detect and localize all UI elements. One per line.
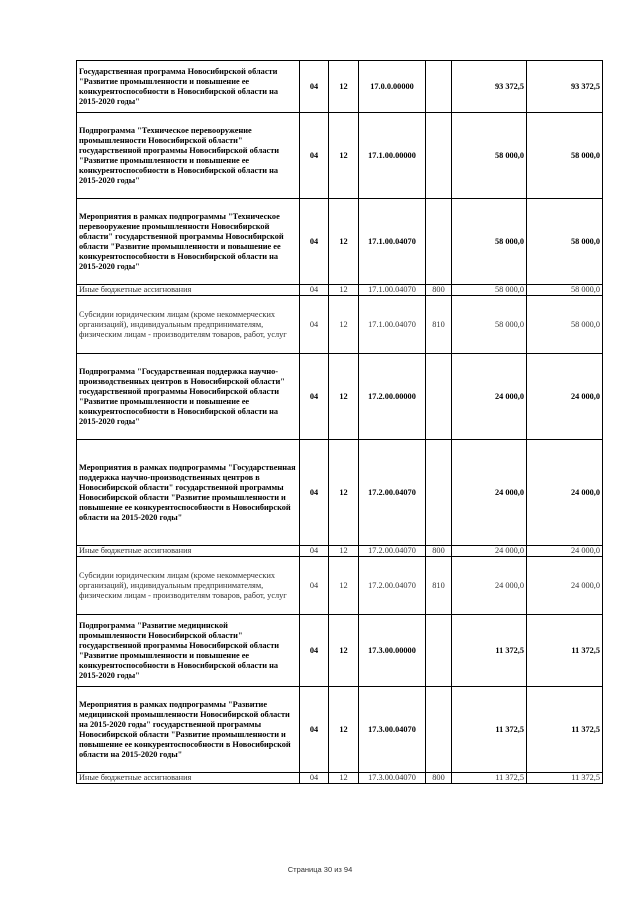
row-name: Субсидии юридическим лицам (кроме некоммерческих организаций), индивидуальным предпринимателям, физическим лицам - производителям товаров, работ, услуг (77, 557, 300, 615)
row-sum-2: 24 000,0 (527, 557, 603, 615)
row-podrazdel: 12 (329, 440, 359, 546)
row-podrazdel: 12 (329, 296, 359, 354)
row-sum-1: 11 372,5 (452, 615, 527, 687)
row-name: Иные бюджетные ассигнования (77, 773, 300, 784)
row-csr: 17.2.00.04070 (359, 546, 426, 557)
row-name: Мероприятия в рамках подпрограммы "Государственная поддержка научно-производственных центров в Новосибирской области" государственной программы Новосибирской области "Развитие промышленности и повышение ее конкурентоспособности в Новосибирской области на 2015-2020 годы" (77, 440, 300, 546)
row-razdel: 04 (300, 285, 329, 296)
row-podrazdel: 12 (329, 773, 359, 784)
row-razdel: 04 (300, 557, 329, 615)
row-razdel: 04 (300, 113, 329, 199)
row-sum-1: 11 372,5 (452, 773, 527, 784)
row-csr: 17.1.00.04070 (359, 285, 426, 296)
row-razdel: 04 (300, 773, 329, 784)
row-csr: 17.2.00.00000 (359, 354, 426, 440)
row-vr: 800 (426, 546, 452, 557)
row-vr (426, 687, 452, 773)
row-sum-1: 24 000,0 (452, 440, 527, 546)
row-vr (426, 199, 452, 285)
row-name: Подпрограмма "Техническое перевооружение промышленности Новосибирской области" государственной программы Новосибирской области "Развитие промышленности и повышение ее конкурентоспособности в Новосибирской области на 2015-2020 годы" (77, 113, 300, 199)
row-csr: 17.3.00.04070 (359, 687, 426, 773)
row-csr: 17.3.00.04070 (359, 773, 426, 784)
table-row (77, 354, 603, 440)
table-row (77, 440, 603, 546)
row-sum-2: 58 000,0 (527, 296, 603, 354)
row-razdel: 04 (300, 440, 329, 546)
row-podrazdel: 12 (329, 557, 359, 615)
row-sum-2: 58 000,0 (527, 199, 603, 285)
row-name: Подпрограмма "Государственная поддержка научно-производственных центров в Новосибирской области" государственной программы Новосибирской области "Развитие промышленности и повышение ее конкурентоспособности в Новосибирской области на 2015-2020 годы" (77, 354, 300, 440)
row-podrazdel: 12 (329, 615, 359, 687)
row-csr: 17.1.00.04070 (359, 296, 426, 354)
row-sum-2: 11 372,5 (527, 687, 603, 773)
row-name: Субсидии юридическим лицам (кроме некоммерческих организаций), индивидуальным предпринимателям, физическим лицам - производителям товаров, работ, услуг (77, 296, 300, 354)
row-name: Иные бюджетные ассигнования (77, 546, 300, 557)
row-vr: 800 (426, 773, 452, 784)
row-csr: 17.2.00.04070 (359, 557, 426, 615)
row-sum-2: 24 000,0 (527, 354, 603, 440)
row-sum-2: 24 000,0 (527, 546, 603, 557)
row-podrazdel: 12 (329, 199, 359, 285)
row-vr: 810 (426, 557, 452, 615)
table-row (77, 285, 603, 296)
row-csr: 17.1.00.04070 (359, 199, 426, 285)
row-razdel: 04 (300, 199, 329, 285)
row-sum-2: 24 000,0 (527, 440, 603, 546)
row-name: Мероприятия в рамках подпрограммы "Развитие медицинской промышленности Новосибирской области на 2015-2020 годы" государственной программы Новосибирской области "Развитие промышленности и повышение ее конкурентоспособности в Новосибирской области на 2015-2020 годы" (77, 687, 300, 773)
row-vr (426, 354, 452, 440)
table-row (77, 687, 603, 773)
row-podrazdel: 12 (329, 113, 359, 199)
row-sum-1: 58 000,0 (452, 285, 527, 296)
row-csr: 17.3.00.00000 (359, 615, 426, 687)
row-name: Государственная программа Новосибирской области "Развитие промышленности и повышение ее конкурентоспособности в Новосибирской области на 2015-2020 годы" (77, 61, 300, 113)
row-razdel: 04 (300, 296, 329, 354)
row-vr: 810 (426, 296, 452, 354)
budget-table (76, 60, 603, 784)
row-sum-1: 58 000,0 (452, 113, 527, 199)
row-sum-1: 24 000,0 (452, 354, 527, 440)
row-podrazdel: 12 (329, 546, 359, 557)
row-csr: 17.0.0.00000 (359, 61, 426, 113)
table-row (77, 773, 603, 784)
row-sum-2: 93 372,5 (527, 61, 603, 113)
row-razdel: 04 (300, 687, 329, 773)
row-sum-1: 24 000,0 (452, 546, 527, 557)
row-vr (426, 113, 452, 199)
row-podrazdel: 12 (329, 354, 359, 440)
row-sum-1: 93 372,5 (452, 61, 527, 113)
row-name: Иные бюджетные ассигнования (77, 285, 300, 296)
row-sum-2: 11 372,5 (527, 773, 603, 784)
row-sum-2: 58 000,0 (527, 113, 603, 199)
row-sum-1: 24 000,0 (452, 557, 527, 615)
row-razdel: 04 (300, 354, 329, 440)
row-name: Подпрограмма "Развитие медицинской промышленности Новосибирской области" государственной программы Новосибирской области "Развитие промышленности и повышение ее конкурентоспособности в Новосибирской области на 2015-2020 годы" (77, 615, 300, 687)
table-row (77, 199, 603, 285)
row-name: Мероприятия в рамках подпрограммы "Техническое перевооружение промышленности Новосибирской области" государственной программы Новосибирской области "Развитие промышленности и повышение ее конкурентоспособности в Новосибирской области на 2015-2020 годы" (77, 199, 300, 285)
row-razdel: 04 (300, 61, 329, 113)
table-row (77, 546, 603, 557)
row-sum-1: 11 372,5 (452, 687, 527, 773)
row-podrazdel: 12 (329, 61, 359, 113)
row-podrazdel: 12 (329, 687, 359, 773)
row-csr: 17.2.00.04070 (359, 440, 426, 546)
row-razdel: 04 (300, 615, 329, 687)
table-row (77, 61, 603, 113)
row-sum-2: 58 000,0 (527, 285, 603, 296)
row-sum-1: 58 000,0 (452, 296, 527, 354)
row-podrazdel: 12 (329, 285, 359, 296)
table-row (77, 296, 603, 354)
row-vr (426, 615, 452, 687)
table-row (77, 557, 603, 615)
row-sum-2: 11 372,5 (527, 615, 603, 687)
page-footer: Страница 30 из 94 (287, 865, 353, 874)
row-sum-1: 58 000,0 (452, 199, 527, 285)
row-csr: 17.1.00.00000 (359, 113, 426, 199)
table-row (77, 615, 603, 687)
row-vr (426, 440, 452, 546)
row-vr: 800 (426, 285, 452, 296)
row-razdel: 04 (300, 546, 329, 557)
table-row (77, 113, 603, 199)
row-vr (426, 61, 452, 113)
